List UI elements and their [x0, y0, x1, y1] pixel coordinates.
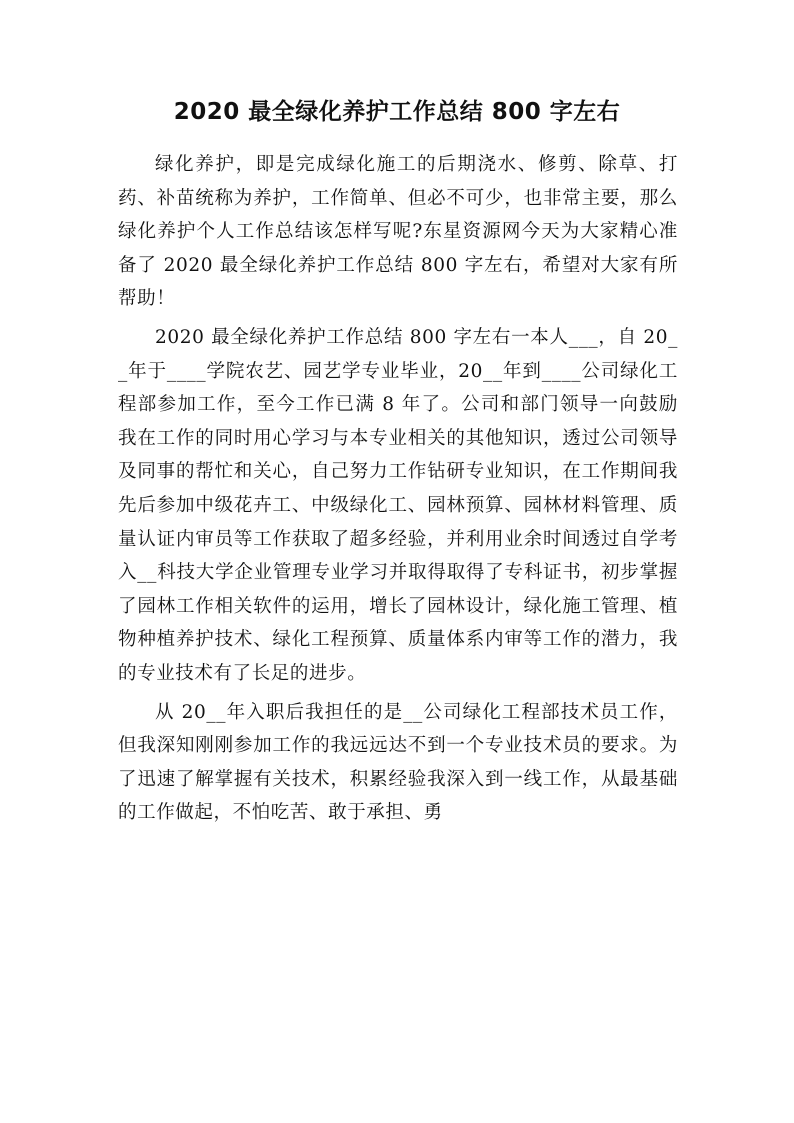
document-body — [118, 148, 678, 835]
paragraph-career: 从 20__年入职后我担任的是__公司绿化工程部技术员工作，但我深知刚刚参加工作的我远远达不到一个专业技术员的要求。为了迅速了解掌握有关技术，积累经验我深入到一线工作，从最基础的工作做起，不怕吃苦、敢于承担、勇 — [118, 701, 678, 824]
paragraph-summary: 2020 最全绿化养护工作总结 800 字左右一本人___，自 20__年于____学院农艺、园艺学专业毕业，20__年到____公司绿化工程部参加工作，至今工作已满 8 年了。公司和部门领导一向鼓励我在工作的同时用心学习与本专业相关的其他知识，透过公司领导及同事的帮忙和关心，自己努力工作钻研专业知识，在工作期间我先后参加中级花卉工、中级绿化工、园林预算、园林材料管理、质量认证内审员等工作获取了超多经验，并利用业余时间透过自学考入__科技大学企业管理专业学习并取得取得了专科证书，初步掌握了园林工作相关软件的运用，增长了园林设计，绿化施工管理、植物种植养护技术、绿化工程预算、质量体系内审等工作的潜力，我的专业技术有了长足的进步。 — [118, 326, 678, 684]
paragraph-intro: 绿化养护，即是完成绿化施工的后期浇水、修剪、除草、打药、补苗统称为养护，工作简单、但必不可少，也非常主要，那么绿化养护个人工作总结该怎样写呢?东星资源网今天为大家精心准备了 2020 最全绿化养护工作总结 800 字左右，希望对大家有所帮助！ — [118, 154, 678, 310]
document-title: 2020 最全绿化养护工作总结 800 字左右 — [173, 99, 621, 125]
